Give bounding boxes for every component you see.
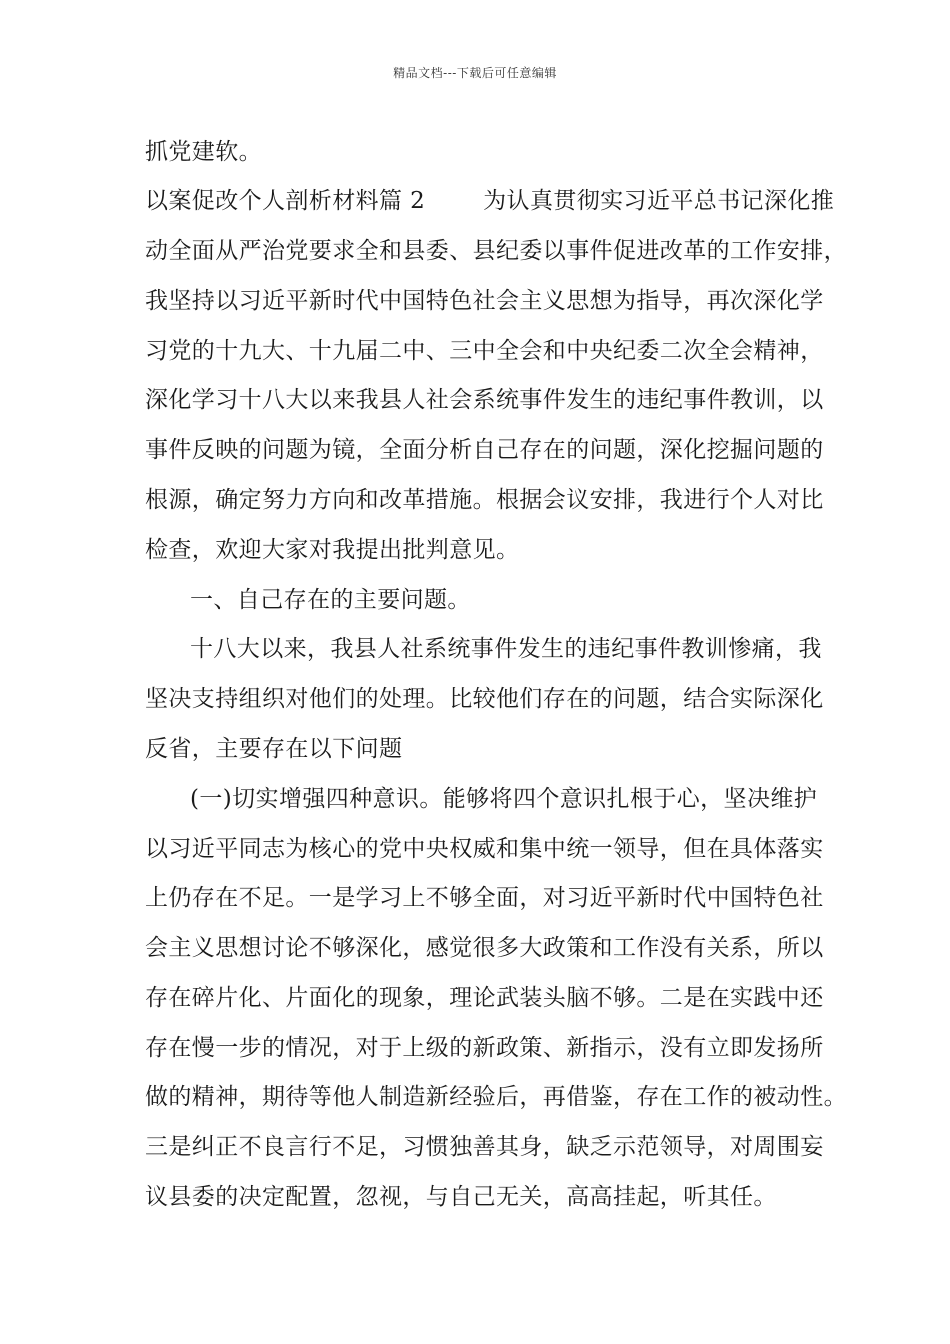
section-heading: 一、自己存在的主要问题。	[190, 587, 471, 613]
body-line: 三是纠正不良言行不足，习惯独善其身，缺乏示范领导，对周围妄	[145, 1134, 824, 1160]
body-line: 上仍存在不足。一是学习上不够全面，对习近平新时代中国特色社	[145, 885, 824, 911]
body-line: 根源，确定努力方向和改革措施。根据会议安排，我进行个人对比	[145, 487, 824, 513]
body-line: 深化学习十八大以来我县人社会系统事件发生的违纪事件教训，以	[145, 387, 824, 413]
subsection-heading: (一)切实增强四种意识。能够将四个意识扎根于心，坚决维护	[190, 786, 818, 812]
body-line: 存在慢一步的情况，对于上级的新政策、新指示，没有立即发扬所	[145, 1035, 824, 1061]
title-line	[145, 186, 834, 216]
body-line: 做的精神，期待等他人制造新经验后，再借鉴，存在工作的被动性。	[145, 1084, 847, 1110]
body-line: 议县委的决定配置，忽视，与自己无关，高高挂起，听其任。	[145, 1184, 777, 1210]
document-title: 以案促改个人剖析材料篇 2	[145, 188, 426, 214]
body-line: 检查，欢迎大家对我提出批判意见。	[145, 537, 520, 563]
body-line: 事件反映的问题为镜，全面分析自己存在的问题，深化挖掘问题的	[145, 437, 824, 463]
body-line: 抓党建软。	[145, 139, 262, 165]
body-line: 存在碎片化、片面化的现象，理论武装头脑不够。二是在实践中还	[145, 985, 824, 1011]
page-header: 精品文档---下载后可任意编辑	[393, 66, 557, 80]
body-line: 我坚持以习近平新时代中国特色社会主义思想为指导，再次深化学	[145, 288, 824, 314]
body-line: 会主义思想讨论不够深化，感觉很多大政策和工作没有关系，所以	[145, 935, 824, 961]
body-line-text: 为认真贯彻实习近平总书记深化推	[483, 188, 835, 214]
body-line: 动全面从严治党要求全和县委、县纪委以事件促进改革的工作安排，	[145, 238, 847, 264]
body-line: 习党的十九大、十九届二中、三中全会和中央纪委二次全会精神，	[145, 338, 824, 364]
body-line: 反省，主要存在以下问题	[145, 736, 403, 762]
body-line: 坚决支持组织对他们的处理。比较他们存在的问题，结合实际深化	[145, 686, 824, 712]
body-line: 十八大以来，我县人社系统事件发生的违纪事件教训惨痛，我	[190, 636, 822, 662]
body-line: 以习近平同志为核心的党中央权威和集中统一领导，但在具体落实	[145, 836, 824, 862]
